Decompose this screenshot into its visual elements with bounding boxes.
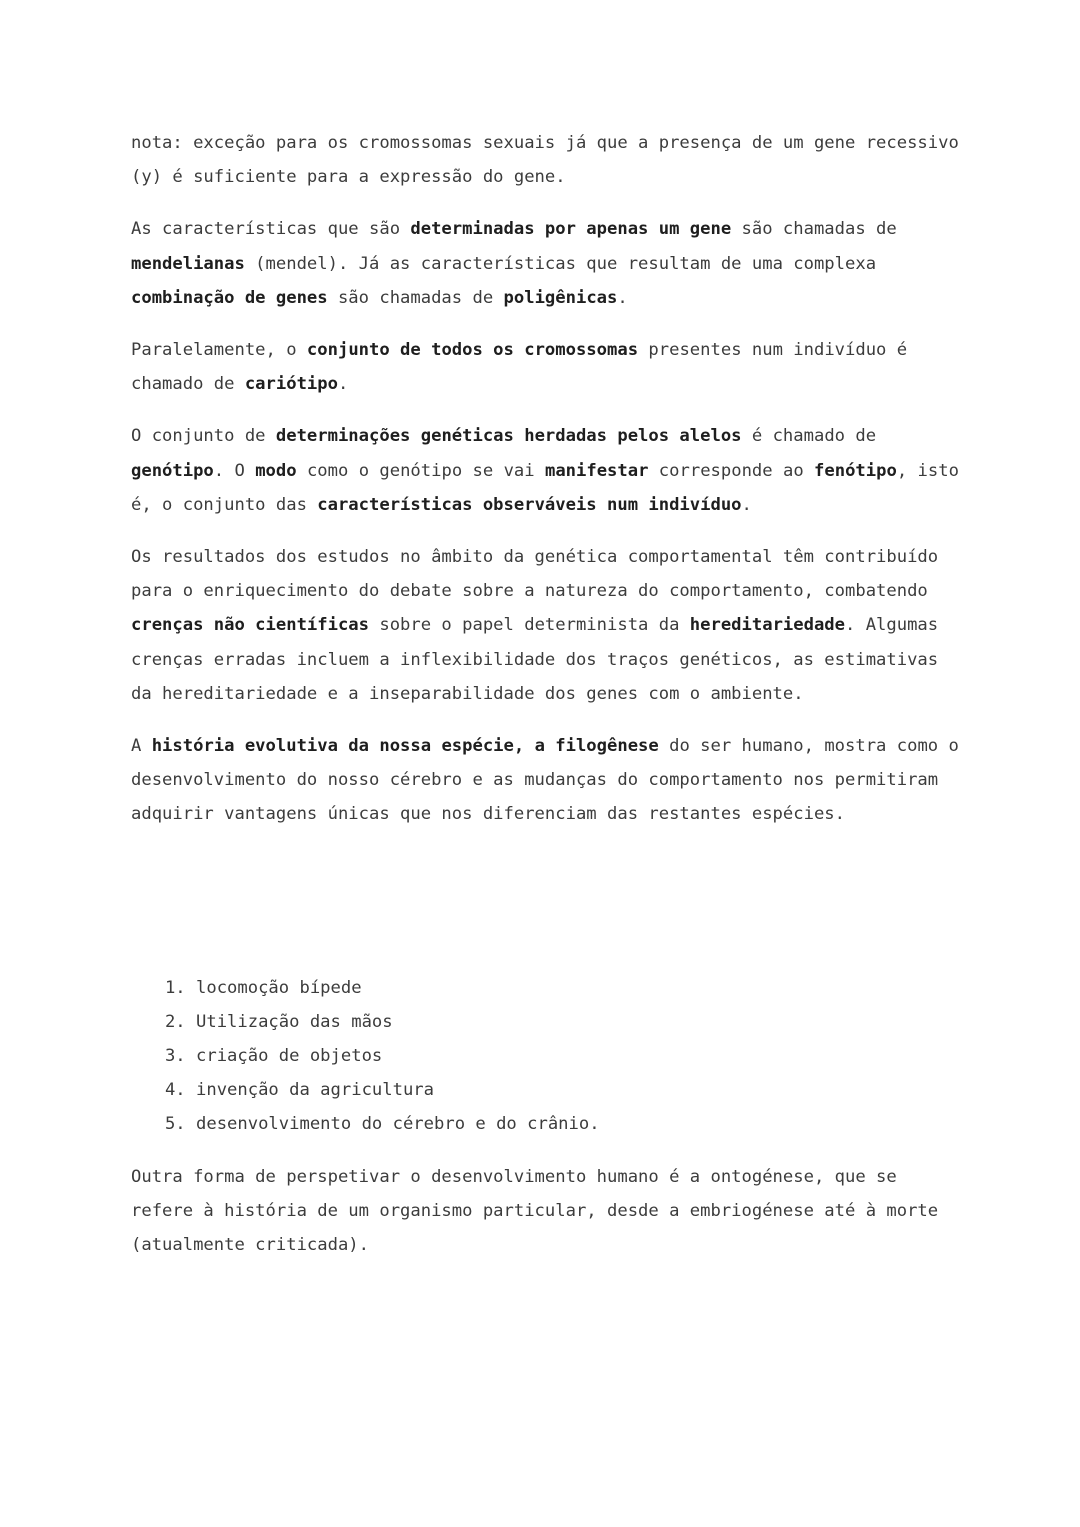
bold-term: características observáveis num indivíduo bbox=[317, 494, 742, 515]
text-run: Os resultados dos estudos no âmbito da genética comportamental têm contribuído para o enriquecimento do debate sobre a natureza do comportamento, combatendo bbox=[131, 547, 939, 602]
text-run: . bbox=[741, 494, 752, 515]
text-run: são chamadas de bbox=[327, 287, 504, 308]
text-run: . Algumas crenças erradas incluem a inflexibilidade dos traços genéticos, as estimativas da hereditariedade e a inseparabilidade dos genes com o ambiente. bbox=[131, 615, 939, 704]
evolution-steps-list bbox=[131, 971, 961, 1142]
text-run: do ser humano, mostra como o desenvolvimento do nosso cérebro e as mudanças do comportamento nos permitiram adquirir vantagens únicas que nos diferenciam das restantes espécies. bbox=[131, 736, 959, 825]
text-run: . bbox=[337, 374, 349, 395]
bold-term: conjunto de todos os cromossomas bbox=[306, 340, 639, 361]
text-run: nota: exceção para os cromossomas sexuais já que a presença de um gene recessivo (y) é suficiente para a expressão do gene. bbox=[131, 133, 959, 188]
closing-paragraph: Outra forma de perspetivar o desenvolvimento humano é a ontogénese, que se refere à história de um organismo particular, desde a embriogénese até à morte (atualmente criticada). bbox=[131, 1166, 939, 1256]
paragraph bbox=[131, 540, 961, 711]
list-item: 4. invenção da agricultura bbox=[196, 1073, 961, 1107]
paragraph bbox=[131, 419, 961, 522]
document-page bbox=[131, 126, 961, 1280]
text-run: presentes num indivíduo é chamado de bbox=[131, 340, 908, 395]
paragraph bbox=[131, 212, 961, 315]
list-item: 1. locomoção bípede bbox=[196, 971, 961, 1005]
text-run: . bbox=[617, 287, 628, 308]
bold-term: fenótipo bbox=[814, 460, 897, 481]
text-run: A bbox=[131, 736, 152, 757]
text-run: Paralelamente, o bbox=[131, 340, 307, 361]
bold-term: mendelianas bbox=[131, 253, 245, 274]
text-run: são chamadas de bbox=[731, 219, 897, 240]
list-item: 5. desenvolvimento do cérebro e do crânio. bbox=[196, 1107, 961, 1141]
bold-term: combinação de genes bbox=[131, 287, 328, 308]
bold-term: poligênicas bbox=[503, 287, 618, 308]
paragraph bbox=[131, 729, 961, 832]
text-run: é chamado de bbox=[741, 426, 877, 447]
text-run: corresponde ao bbox=[648, 460, 815, 481]
bold-term: história evolutiva da nossa espécie, a filogênese bbox=[151, 736, 659, 757]
bold-term: manifestar bbox=[544, 460, 649, 481]
bold-term: determinações genéticas herdadas pelos alelos bbox=[275, 426, 742, 447]
text-run: As características que são bbox=[131, 219, 411, 240]
text-run: (mendel). Já as características que resultam de uma complexa bbox=[244, 253, 877, 274]
text-run: O conjunto de bbox=[131, 426, 276, 447]
list-item: 2. Utilização das mãos bbox=[196, 1005, 961, 1039]
bold-term: hereditariedade bbox=[689, 615, 845, 636]
list-item: 3. criação de objetos bbox=[196, 1039, 961, 1073]
bold-term: modo bbox=[255, 460, 297, 481]
bold-term: crenças não científicas bbox=[131, 615, 369, 636]
text-run: . O bbox=[213, 460, 256, 481]
text-run: , isto é, o conjunto das bbox=[131, 460, 959, 515]
bold-term: genótipo bbox=[131, 460, 214, 481]
text-run: como o genótipo se vai bbox=[296, 460, 545, 481]
bold-term: determinadas por apenas um gene bbox=[410, 219, 732, 240]
blank-space bbox=[131, 850, 961, 971]
paragraphs bbox=[131, 126, 961, 832]
text-run: sobre o papel determinista da bbox=[369, 615, 690, 636]
paragraph bbox=[131, 126, 961, 194]
paragraph bbox=[131, 333, 961, 401]
bold-term: cariótipo bbox=[244, 374, 338, 395]
